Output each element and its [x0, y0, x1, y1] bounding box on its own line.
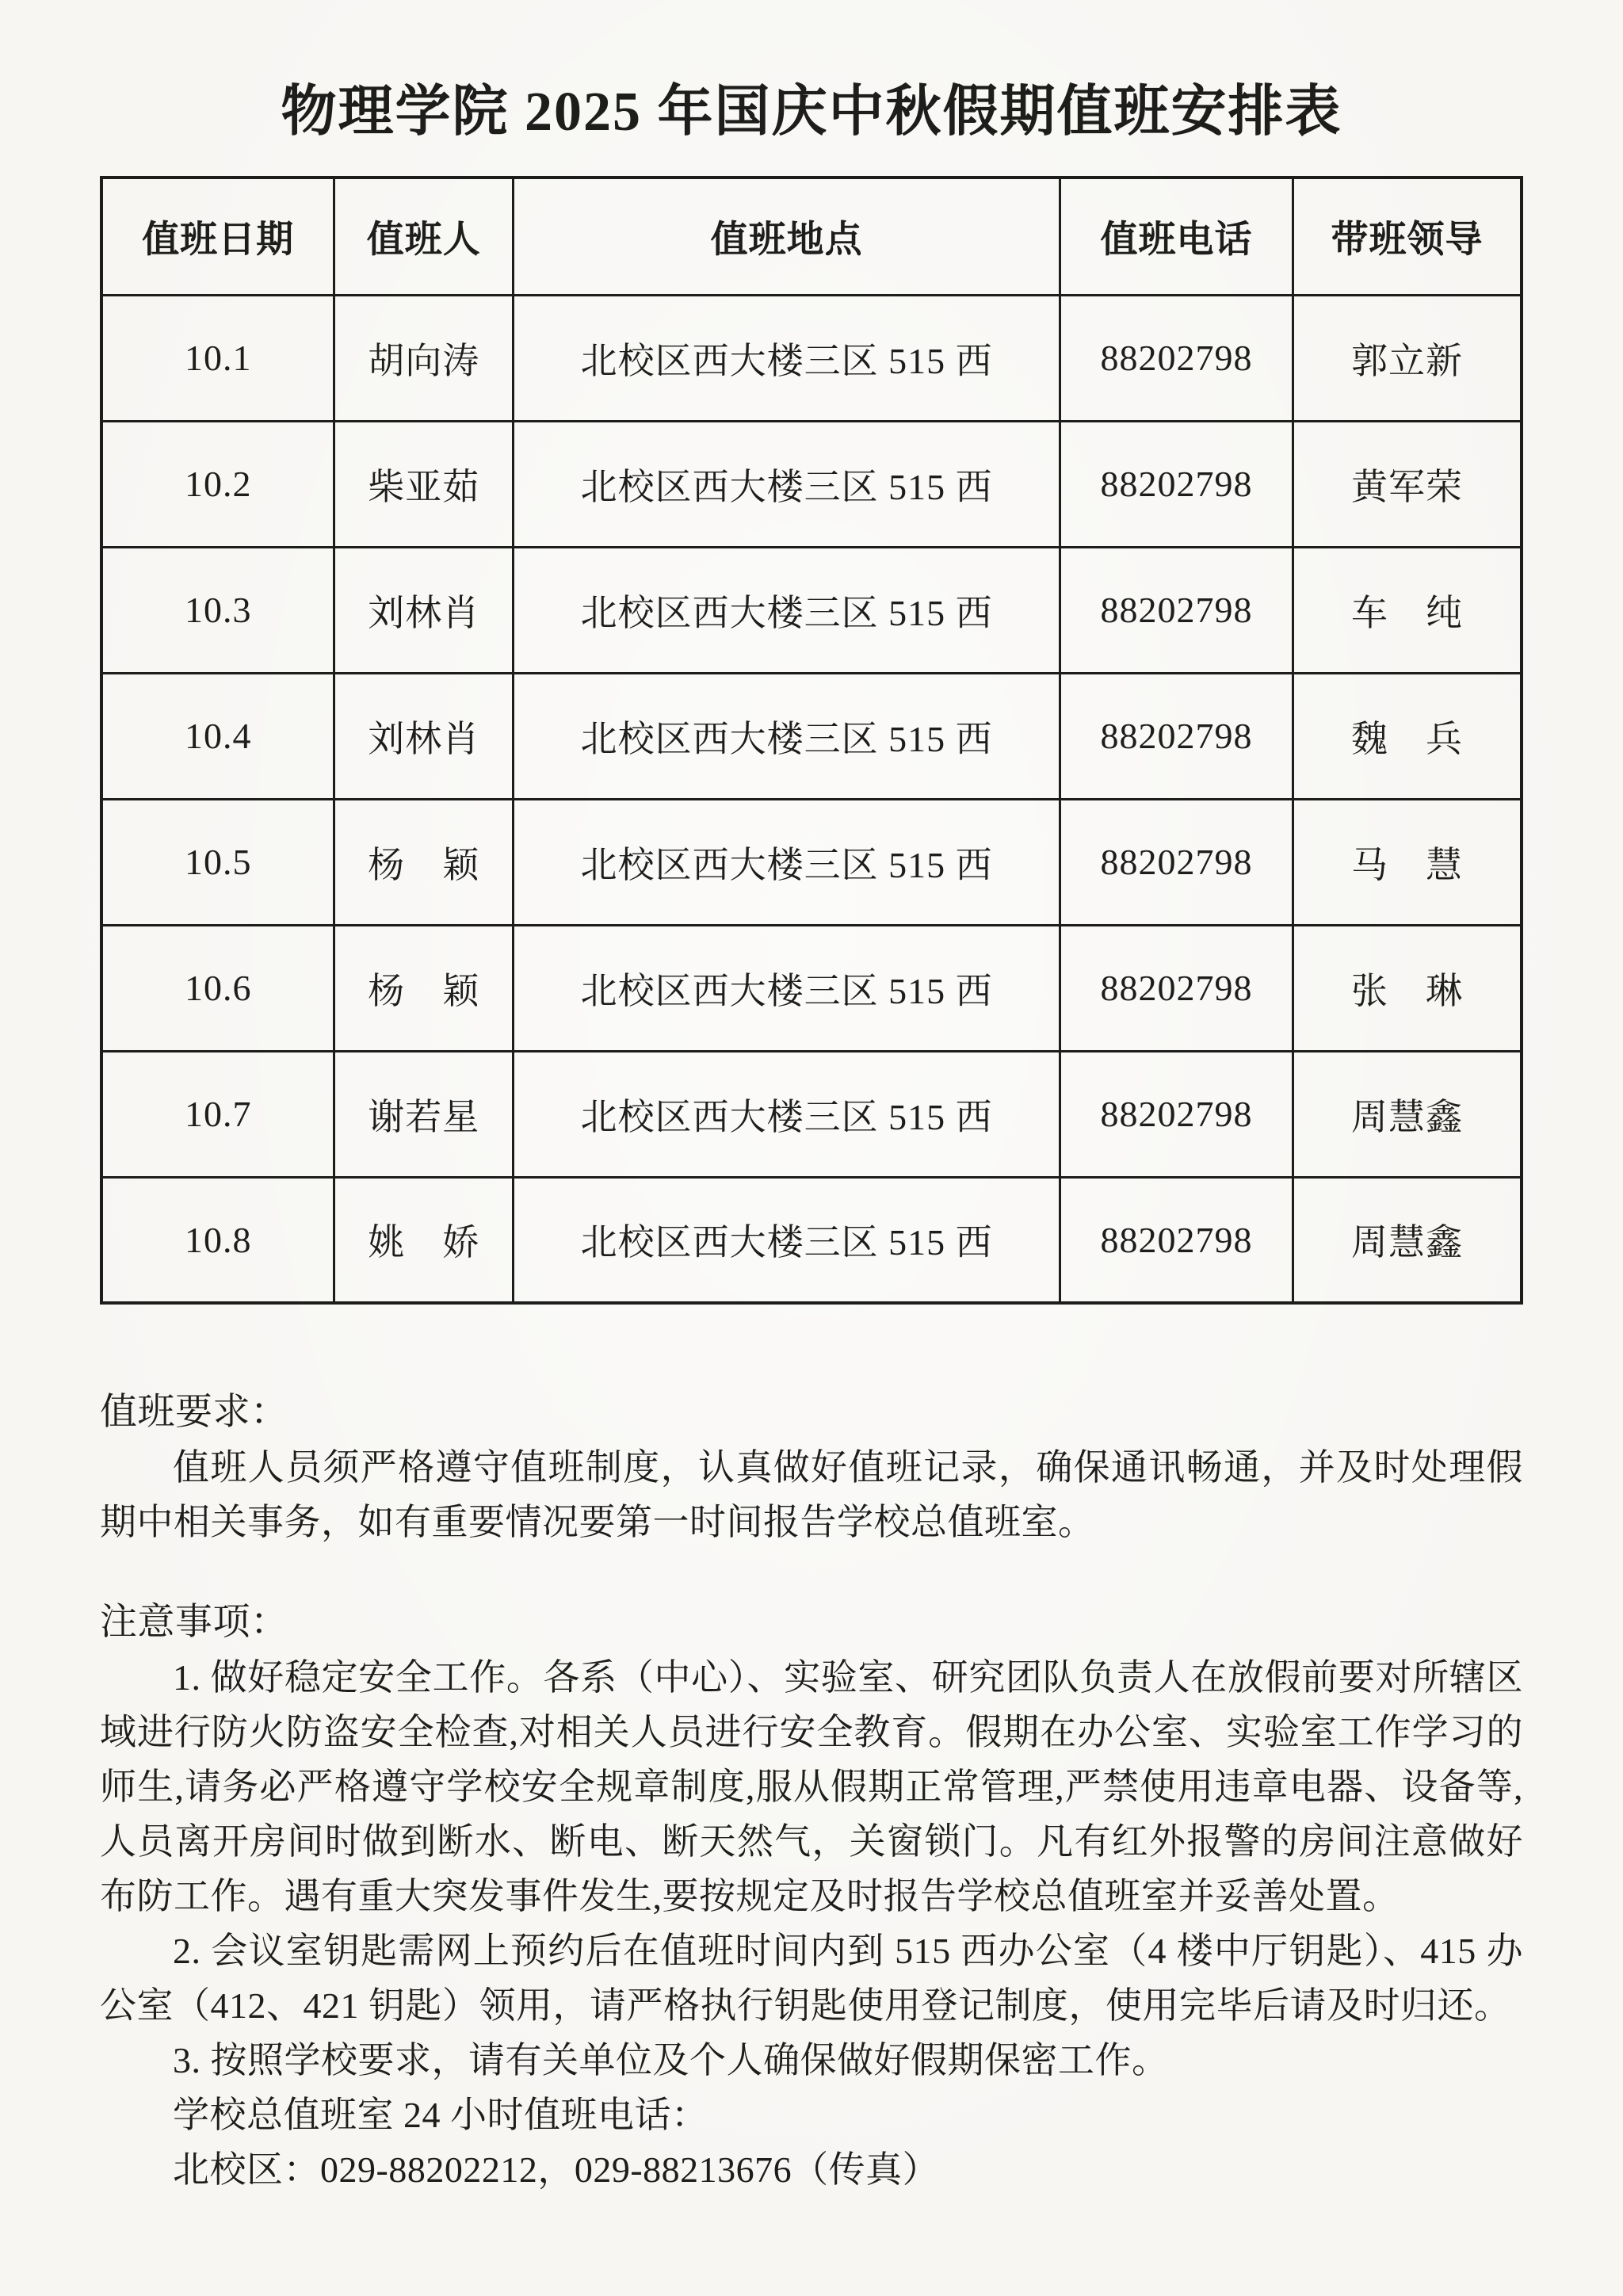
table-cell: 北校区西大楼三区 515 西	[514, 547, 1060, 673]
column-header-duty-phone: 值班电话	[1060, 178, 1293, 295]
column-header-duty-person: 值班人	[334, 178, 514, 295]
table-cell: 柴亚茹	[334, 421, 514, 547]
header-row	[101, 178, 1522, 295]
table-cell: 张 琳	[1293, 925, 1522, 1051]
table-cell: 88202798	[1060, 925, 1293, 1051]
note-item-2: 2. 会议室钥匙需网上预约后在值班时间内到 515 西办公室（4 楼中厅钥匙）、415 办公室（412、421 钥匙）领用，请严格执行钥匙使用登记制度，使用完毕后请及时归还。	[100, 1931, 1523, 2026]
table-row	[101, 295, 1522, 421]
table-cell: 10.1	[101, 295, 334, 421]
table-cell: 88202798	[1060, 1177, 1293, 1303]
document-title: 物理学院 2025 年国庆中秋假期值班安排表	[281, 82, 1342, 143]
table-cell: 北校区西大楼三区 515 西	[514, 799, 1060, 925]
table-cell: 刘林肖	[334, 547, 514, 673]
table-cell: 10.3	[101, 547, 334, 673]
table-cell: 10.5	[101, 799, 334, 925]
notes-heading: 注意事项：	[100, 1602, 288, 1643]
table-row	[101, 547, 1522, 673]
table-row	[101, 673, 1522, 799]
table-cell: 郭立新	[1293, 295, 1522, 421]
duty-table-header	[101, 178, 1522, 295]
table-cell: 10.2	[101, 421, 334, 547]
table-cell: 周慧鑫	[1293, 1177, 1522, 1303]
table-cell: 胡向涛	[334, 295, 514, 421]
table-cell: 北校区西大楼三区 515 西	[514, 421, 1060, 547]
table-cell: 10.8	[101, 1177, 334, 1303]
notes-section	[100, 1595, 1523, 2197]
requirements-heading: 值班要求：	[100, 1392, 288, 1433]
table-cell: 88202798	[1060, 295, 1293, 421]
table-row	[101, 925, 1522, 1051]
requirements-section	[100, 1385, 1523, 1549]
table-cell: 10.7	[101, 1051, 334, 1177]
table-row	[101, 421, 1522, 547]
table-row	[101, 1177, 1522, 1303]
table-cell: 北校区西大楼三区 515 西	[514, 673, 1060, 799]
column-header-duty-date: 值班日期	[101, 178, 334, 295]
table-cell: 杨 颖	[334, 799, 514, 925]
duty-schedule-table	[100, 176, 1523, 1305]
table-cell: 88202798	[1060, 673, 1293, 799]
column-header-duty-leader: 带班领导	[1293, 178, 1522, 295]
table-cell: 北校区西大楼三区 515 西	[514, 1051, 1060, 1177]
table-cell: 魏 兵	[1293, 673, 1522, 799]
table-cell: 88202798	[1060, 547, 1293, 673]
duty-table-body	[101, 295, 1522, 1303]
note-item-1: 1. 做好稳定安全工作。各系（中心）、实验室、研究团队负责人在放假前要对所辖区域进行防火防盗安全检查,对相关人员进行安全教育。假期在办公室、实验室工作学习的师生,请务必严格遵守学校安全规章制度,服从假期正常管理,严禁使用违章电器、设备等,人员离开房间时做到断水、断电、断天然气，关窗锁门。凡有红外报警的房间注意做好布防工作。遇有重大突发事件发生,要按规定及时报告学校总值班室并妥善处置。	[100, 1657, 1523, 1916]
table-cell: 10.6	[101, 925, 334, 1051]
table-cell: 88202798	[1060, 799, 1293, 925]
table-cell: 北校区西大楼三区 515 西	[514, 295, 1060, 421]
table-cell: 谢若星	[334, 1051, 514, 1177]
table-cell: 88202798	[1060, 421, 1293, 547]
table-row	[101, 799, 1522, 925]
table-cell: 88202798	[1060, 1051, 1293, 1177]
table-cell: 姚 娇	[334, 1177, 514, 1303]
table-cell: 周慧鑫	[1293, 1051, 1522, 1177]
hotline-north-campus: 北校区：029-88202212，029-88213676（传真）	[173, 2149, 940, 2190]
table-cell: 黄军荣	[1293, 421, 1522, 547]
table-cell: 10.4	[101, 673, 334, 799]
column-header-duty-place: 值班地点	[514, 178, 1060, 295]
table-cell: 马 慧	[1293, 799, 1522, 925]
hotline-label: 学校总值班室 24 小时值班电话：	[173, 2095, 708, 2135]
table-cell: 北校区西大楼三区 515 西	[514, 1177, 1060, 1303]
note-item-3: 3. 按照学校要求，请有关单位及个人确保做好假期保密工作。	[173, 2040, 1169, 2080]
table-cell: 车 纯	[1293, 547, 1522, 673]
table-row	[101, 1051, 1522, 1177]
table-cell: 杨 颖	[334, 925, 514, 1051]
requirements-paragraph: 值班人员须严格遵守值班制度，认真做好值班记录，确保通讯畅通，并及时处理假期中相关事务，如有重要情况要第一时间报告学校总值班室。	[100, 1447, 1523, 1542]
table-cell: 北校区西大楼三区 515 西	[514, 925, 1060, 1051]
table-cell: 刘林肖	[334, 673, 514, 799]
